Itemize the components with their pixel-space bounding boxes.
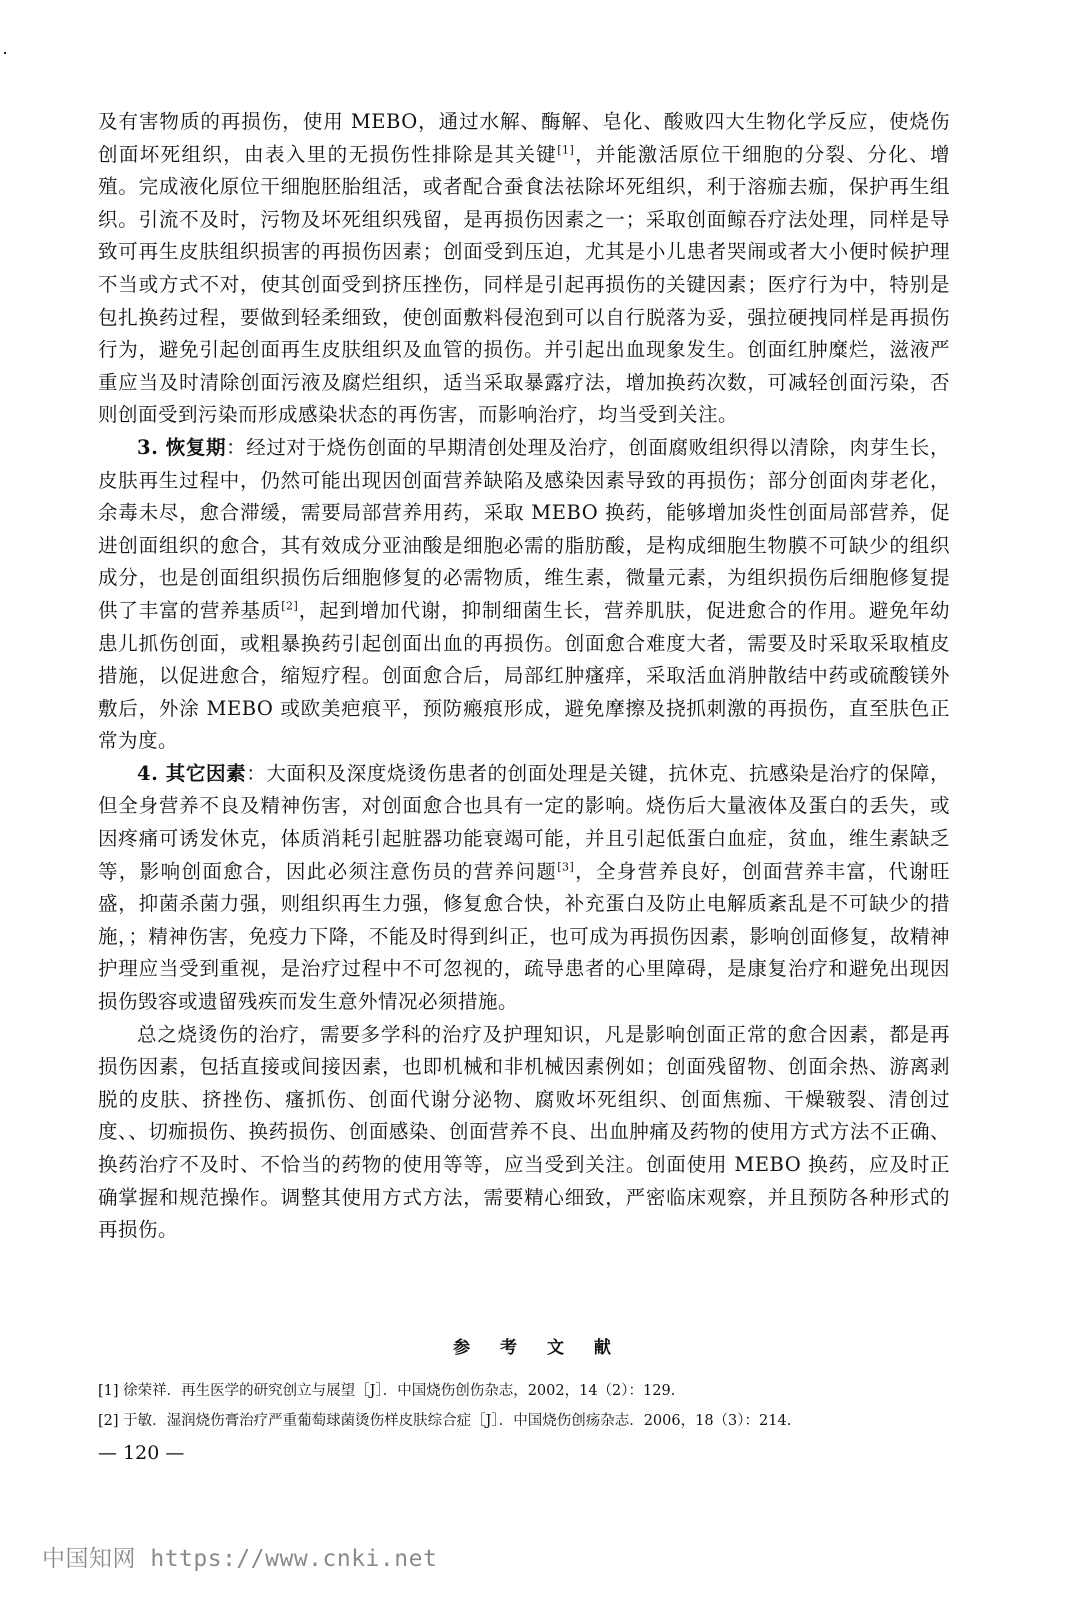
citation-marker: [2]: [281, 599, 299, 613]
cnki-watermark: 中国知网 https://www.cnki.net: [42, 1546, 438, 1572]
paragraph-text: ：大面积及深度烧烫伤患者的创面处理是关键，抗休克、抗感染是治疗的保障，但全身营养不良及精神伤害，对创面愈合也具有一定的影响。烧伤后大量液体及蛋白的丢失，或因疼痛可诱发休克，体质消耗引起脏器功能衰竭可能，并且引起低蛋白血症，贫血，维生素缺乏等，影响创面愈合，因此必须注意伤员的营养问题: [98, 761, 950, 883]
reference-item-2: [2] 于敏．湿润烧伤膏治疗严重葡萄球菌烫伤样皮肤综合症［J］．中国烧伤创疡杂志．2006，18（3）：214.: [98, 1413, 792, 1429]
paragraph-text: ，并能激活原位干细胞的分裂、分化、增殖。完成液化原位干细胞胚胎组活，或者配合蚕食法祛除坏死组织，利于溶痂去痂，保护再生组织。引流不及时，污物及坏死组织残留，是再损伤因素之一；采取创面鲸吞疗法处理，同样是导致可再生皮肤组织损害的再损伤因素；创面受到压迫，尤其是小儿患者哭闹或者大小便时候护理不当或方式不对，使其创面受到挤压挫伤，同样是引起再损伤的关键因素；医疗行为中，特别是包扎换药过程，要做到轻柔细致，使创面敷料侵泡到可以自行脱落为妥，强拉硬拽同样是再损伤行为，避免引起创面再生皮肤组织及血管的损伤。并引起出血现象发生。创面红肿糜烂，滋液严重应当及时清除创面污液及腐烂组织，适当采取暴露疗法，增加换药次数，可减轻创面污染，否则创面受到污染而形成感染状态的再伤害，而影响治疗，均当受到关注。: [98, 142, 950, 427]
paragraph-4: [98, 1019, 950, 1247]
paragraph-1: [98, 106, 950, 432]
paragraph-text: 及有害物质的再损伤，使用 MEBO，通过水解、酶解、皂化、酸败四大生物化学反应，使烧伤创面坏死组织，由表入里的无损伤性排除是其关键: [98, 110, 950, 166]
citation-marker: [1]: [557, 143, 575, 157]
paragraph-2: [98, 432, 950, 758]
section-heading: 3. 恢复期: [137, 435, 227, 459]
paragraph-text: ，起到增加代谢，抑制细菌生长，营养肌肤，促进愈合的作用。避免年幼患儿抓伤创面，或粗暴换药引起创面出血的再损伤。创面愈合难度大者，需要及时采取采取植皮措施，以促进愈合，缩短疗程。创面愈合后，局部红肿瘙痒，采取活血消肿散结中药或硫酸镁外敷后，外涂 MEBO 或欧美疤痕平，预防瘢痕形成，避免摩擦及挠抓刺激的再损伤，直至肤色正常为度。: [98, 598, 950, 753]
citation-marker: [3]: [557, 860, 575, 874]
body-text: [98, 106, 950, 1247]
paragraph-3: [98, 758, 950, 1019]
paragraph-text: 总之烧烫伤的治疗，需要多学科的治疗及护理知识，凡是影响创面正常的愈合因素，都是再损伤因素，包括直接或间接因素，也即机械和非机械因素例如；创面残留物、创面余热、游离剥脱的皮肤、挤挫伤、瘙抓伤、创面代谢分泌物、腐败坏死组织、创面焦痂、干燥皲裂、清创过度、、切痂损伤、换药损伤、创面感染、创面营养不良、出血肿痛及药物的使用方式方法不正确、换药治疗不及时、不恰当的药物的使用等等，应当受到关注。创面使用 MEBO 换药，应及时正确掌握和规范操作。调整其使用方式方法，需要精心细致，严密临床观察，并且预防各种形式的再损伤。: [98, 1022, 950, 1242]
paragraph-text: ：经过对于烧伤创面的早期清创处理及治疗，创面腐败组织得以清除，肉芽生长，皮肤再生过程中，仍然可能出现因创面营养缺陷及感染因素导致的再损伤；部分创面肉芽老化，余毒未尽，愈合滞缓，需要局部营养用药，采取 MEBO 换药，能够增加炎性创面局部营养，促进创面组织的愈合，其有效成分亚油酸是细胞必需的脂肪酸，是构成细胞生物膜不可缺少的组织成分，也是创面组织损伤后细胞修复的必需物质，维生素，微量元素，为组织损伤后细胞修复提供了丰富的营养基质: [98, 435, 950, 622]
scan-speck: [4, 52, 6, 54]
reference-item-1: [1] 徐荣祥．再生医学的研究创立与展望［J］．中国烧伤创伤杂志，2002，14（2）：129.: [98, 1383, 676, 1399]
paragraph-text: ，全身营养良好，创面营养丰富，代谢旺盛，抑菌杀菌力强，则组织再生力强，修复愈合快，补充蛋白及防止电解质紊乱是不可缺少的措施，；精神伤害，免疫力下降，不能及时得到纠正，也可成为再损伤因素，影响创面修复，故精神护理应当受到重视，是治疗过程中不可忽视的，疏导患者的心里障碍，是康复治疗和避免出现因损伤毁容或遗留残疾而发生意外情况必须措施。: [98, 859, 950, 1014]
references-title: 参 考 文 献: [453, 1338, 623, 1358]
page-number: — 120 —: [98, 1442, 185, 1464]
references-list: [98, 1376, 958, 1436]
section-heading: 4. 其它因素: [137, 761, 247, 785]
